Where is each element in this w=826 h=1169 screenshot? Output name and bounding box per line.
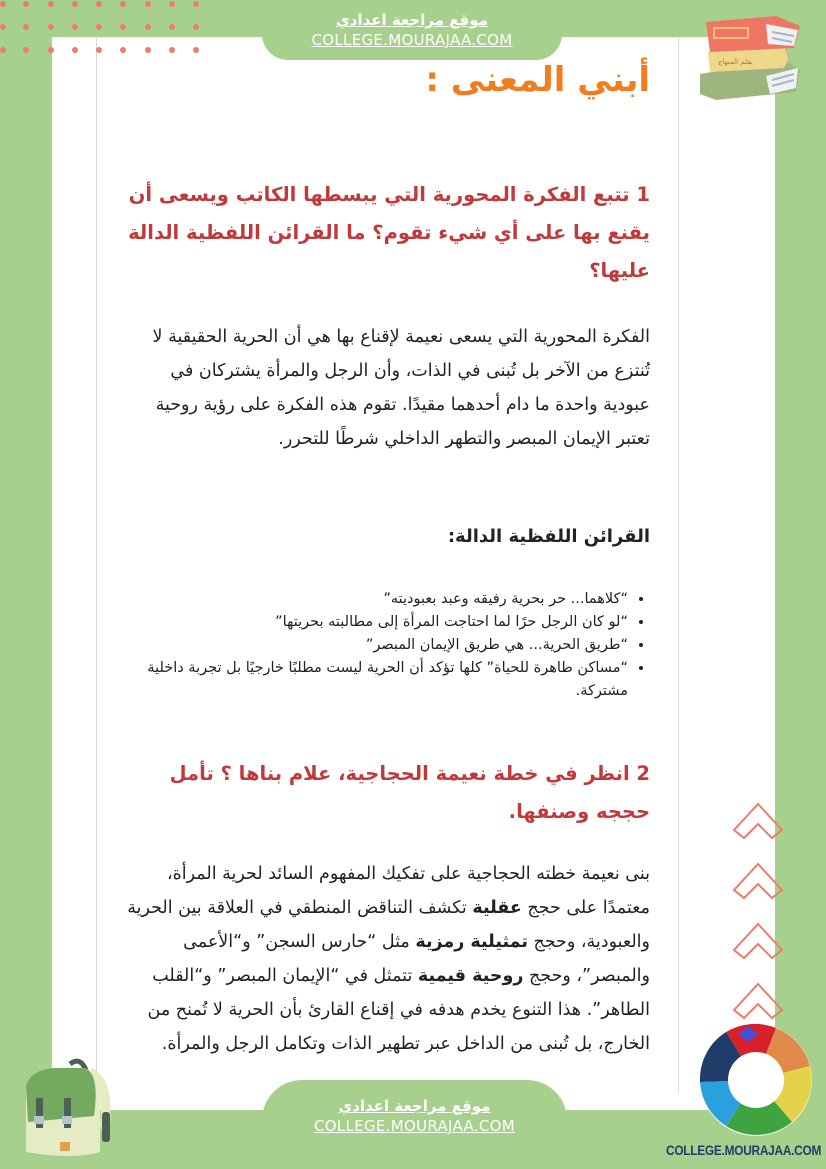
subjects-wheel-logo[interactable]: [696, 1022, 816, 1140]
answer-2-part1: بنى نعيمة خطته الحجاجية على تفكيك المفهوم السائد لحرية المرأة، معتمدًا على حجج: [166, 864, 650, 918]
question-1: [120, 176, 650, 290]
answer-2-part4: تتمثل في “الإيمان المبصر” و“القلب الطاهر”. هذا التنوع يخدم هدفه في إقناع القارئ بأن الحرية لا تُمنح من الخارج، بل تُبنى من الداخل عبر تطهير الذات وتكامل الرجل والمرأة.: [147, 966, 650, 1054]
clues-list: [120, 588, 650, 703]
bold-term-rational: عقلية: [472, 898, 522, 918]
page-title: أبني المعنى :: [425, 60, 650, 100]
clues-heading: القرائن اللفظية الدالة:: [447, 526, 650, 547]
site-name-arabic[interactable]: موقع مراجعة اعدادي: [338, 1097, 491, 1115]
answer-2: [120, 857, 650, 1061]
answer-1: الفكرة المحورية التي يسعى نعيمة لإقناع بها هي أن الحرية الحقيقية لا تُنتزع من الآخر بل تُبنى في الذات، وأن الرجل والمرأة يشتركان في عبودية واحدة ما دام أحدهما مقيدًا. تقوم هذه الفكرة على رؤية روحية تعتبر الإيمان المبصر والتطهر الداخلي شرطًا للتحرر.: [152, 327, 650, 449]
list-item: • “كلاهما... حر بحرية رفيقه وعبد بعبوديته”: [120, 588, 628, 611]
site-name-arabic[interactable]: موقع مراجعة اعدادي: [336, 11, 488, 29]
question-2: [120, 755, 650, 831]
chevron-up-icons: [732, 790, 792, 1040]
answer-2-part3: مثل “حارس السجن” و“الأعمى والمبصر”، وحجج: [183, 932, 650, 986]
backpack-icon: [14, 1056, 114, 1161]
left-margin-line: [96, 37, 97, 1092]
question-2-text: انظر في خطة نعيمة الحجاجية، علام بناها ؟ تأمل حججه وصنفها.: [169, 762, 650, 823]
site-url[interactable]: COLLEGE.MOURAJAA.COM: [311, 31, 513, 49]
logo-site-url[interactable]: COLLEGE.MOURAJAA.COM: [666, 1143, 822, 1158]
bold-term-symbolic: تمثيلية رمزية: [415, 932, 528, 952]
books-icon: [696, 10, 806, 100]
site-banner-top[interactable]: [262, 0, 562, 60]
list-item: • “طريق الحرية... هي طريق الإيمان المبصر”: [120, 634, 628, 657]
question-1-number: 1: [636, 183, 650, 206]
svg-text:ﺑﻘﻠﻢ ﺍﻟﻤﻨﻬﺎﺝ: ﺑﻘﻠﻢ ﺍﻟﻤﻨﻬﺎﺝ: [718, 58, 753, 66]
question-2-number: 2: [636, 762, 650, 785]
site-banner-bottom[interactable]: [262, 1080, 567, 1169]
right-margin-line: [678, 37, 679, 1092]
bold-term-spiritual: روحية قيمية: [417, 966, 524, 986]
site-url[interactable]: COLLEGE.MOURAJAA.COM: [314, 1117, 515, 1135]
question-1-text: تتبع الفكرة المحورية التي يبسطها الكاتب ويسعى أن يقنع بها على أي شيء تقوم؟ ما القرائن اللفظية الدالة عليها؟: [128, 183, 650, 282]
list-item: • “مساكن طاهرة للحياة” كلها تؤكد أن الحرية ليست مطلبًا خارجيًا بل تجربة داخلية مشتركة.: [120, 657, 628, 703]
list-item: • “لو كان الرجل حرًا لما احتاجت المرأة إلى مطالبته بحريتها”: [120, 611, 628, 634]
answer-2-part2: تكشف التناقض المنطقي في العلاقة بين الحرية والعبودية، وحجج: [127, 898, 650, 952]
